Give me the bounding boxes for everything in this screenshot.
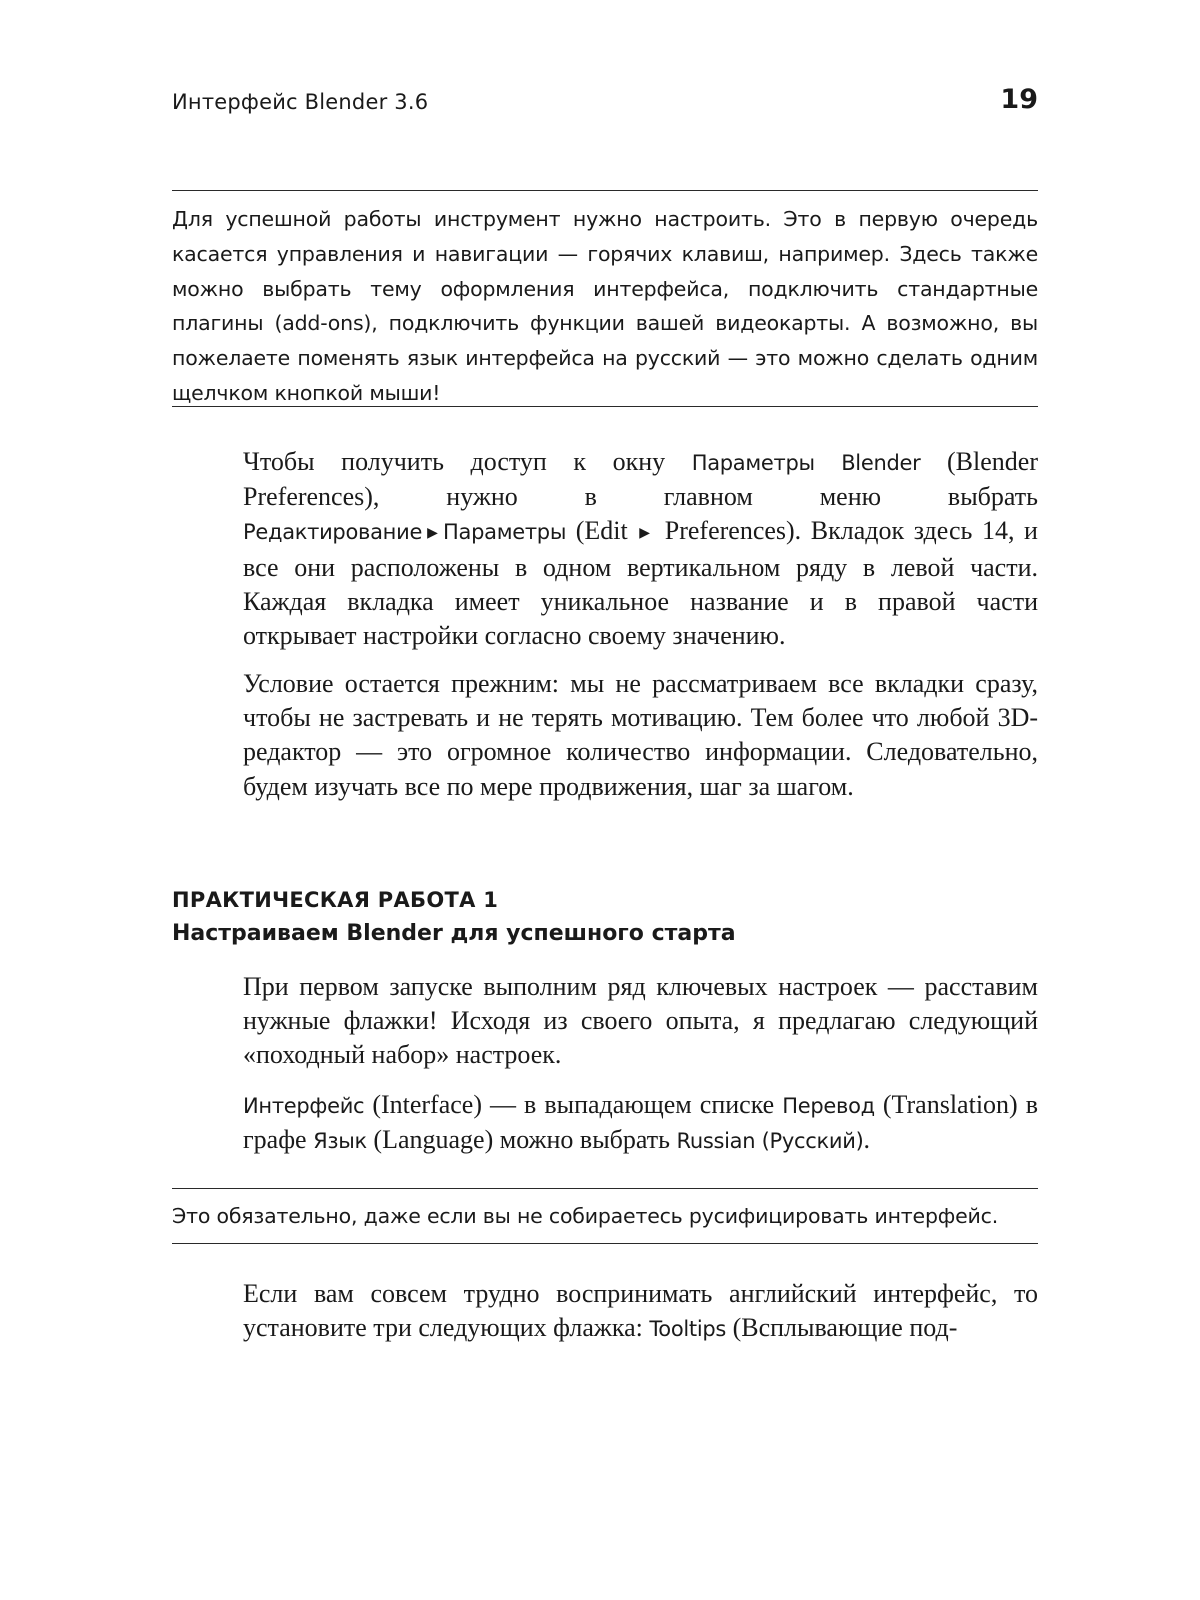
section-label: ПРАКТИЧЕСКАЯ РАБОТА 1	[172, 888, 499, 912]
body-paragraph	[243, 970, 1038, 1073]
note-top-rule	[172, 1188, 1038, 1189]
note-text: Это обязательно, даже если вы не собираетесь русифицировать интерфейс.	[172, 1204, 999, 1228]
body-paragraph	[243, 667, 1038, 804]
body-paragraph	[243, 1088, 1038, 1158]
text-run: (Blender Preferences), нужно в главном меню выбрать	[243, 447, 1038, 512]
section-title: Настраиваем Blender для успешного старта	[172, 921, 736, 946]
ui-term: Tooltips	[649, 1317, 727, 1342]
note-text: Для успешной работы инструмент нужно настроить. Это в первую очередь касается управления и навигации — горячих клавиш, например. Здесь также можно выбрать тему оформления интерфейса, подключить стандартные плагины (add-ons), подключить функции вашей видеокарты. А возможно, вы пожелаете поменять язык интерфейса на русский — это можно сделать одним щелчком кнопкой мыши!	[172, 207, 1038, 405]
ui-term: Russian (Русский)	[676, 1129, 864, 1154]
note-bottom-rule	[172, 406, 1038, 407]
menu-arrow-icon: ▶	[639, 525, 654, 542]
text-run: (Interface) — в выпадающем списке	[364, 1090, 783, 1119]
note-top-rule	[172, 190, 1038, 191]
body-paragraph	[243, 445, 1038, 653]
page-number: 19	[1000, 84, 1038, 115]
ui-term: Перевод	[782, 1094, 875, 1118]
body-paragraph	[243, 1277, 1038, 1346]
text-run: (Всплывающие под-	[726, 1313, 958, 1343]
ui-term: Параметры	[443, 520, 567, 545]
paragraph-text: При первом запуске выполним ряд ключевых настроек — расставим нужные флажки! Исходя из своего опыта, я предлагаю следующий «походный набор» настроек.	[243, 972, 1038, 1070]
running-header: Интерфейс Blender 3.6	[172, 90, 429, 114]
text-run: Если вам совсем трудно воспринимать английский интерфейс, то установите три следующих флажка:	[243, 1279, 1038, 1343]
menu-arrow-icon: ▶	[424, 525, 442, 542]
note-bottom-rule	[172, 1243, 1038, 1244]
paragraph-text: Условие остается прежним: мы не рассматриваем все вкладки сразу, чтобы не застревать и не терять мотивацию. Тем более что любой 3D-редактор — это огромное количество информации. Следовательно, будем изучать все по мере продвижения, шаг за шагом.	[243, 669, 1038, 801]
ui-term: Язык	[313, 1129, 367, 1154]
text-run: (Translation) в графе	[243, 1090, 1038, 1155]
text-run: .	[863, 1125, 870, 1155]
text-run: (Edit	[566, 516, 638, 546]
ui-term: Редактирование	[243, 520, 423, 545]
text-run: Preferences). Вкладок здесь 14, и все они расположены в одном вертикальном ряду в левой части. Каждая вкладка имеет уникальное название и в правой части открывает настройки согласно своему значению.	[243, 516, 1038, 651]
text-run: (Language) можно выбрать	[366, 1125, 677, 1155]
text-run: Чтобы получить доступ к окну	[243, 447, 692, 476]
ui-term: Параметры Blender	[691, 451, 921, 475]
ui-term: Интерфейс	[243, 1094, 365, 1118]
